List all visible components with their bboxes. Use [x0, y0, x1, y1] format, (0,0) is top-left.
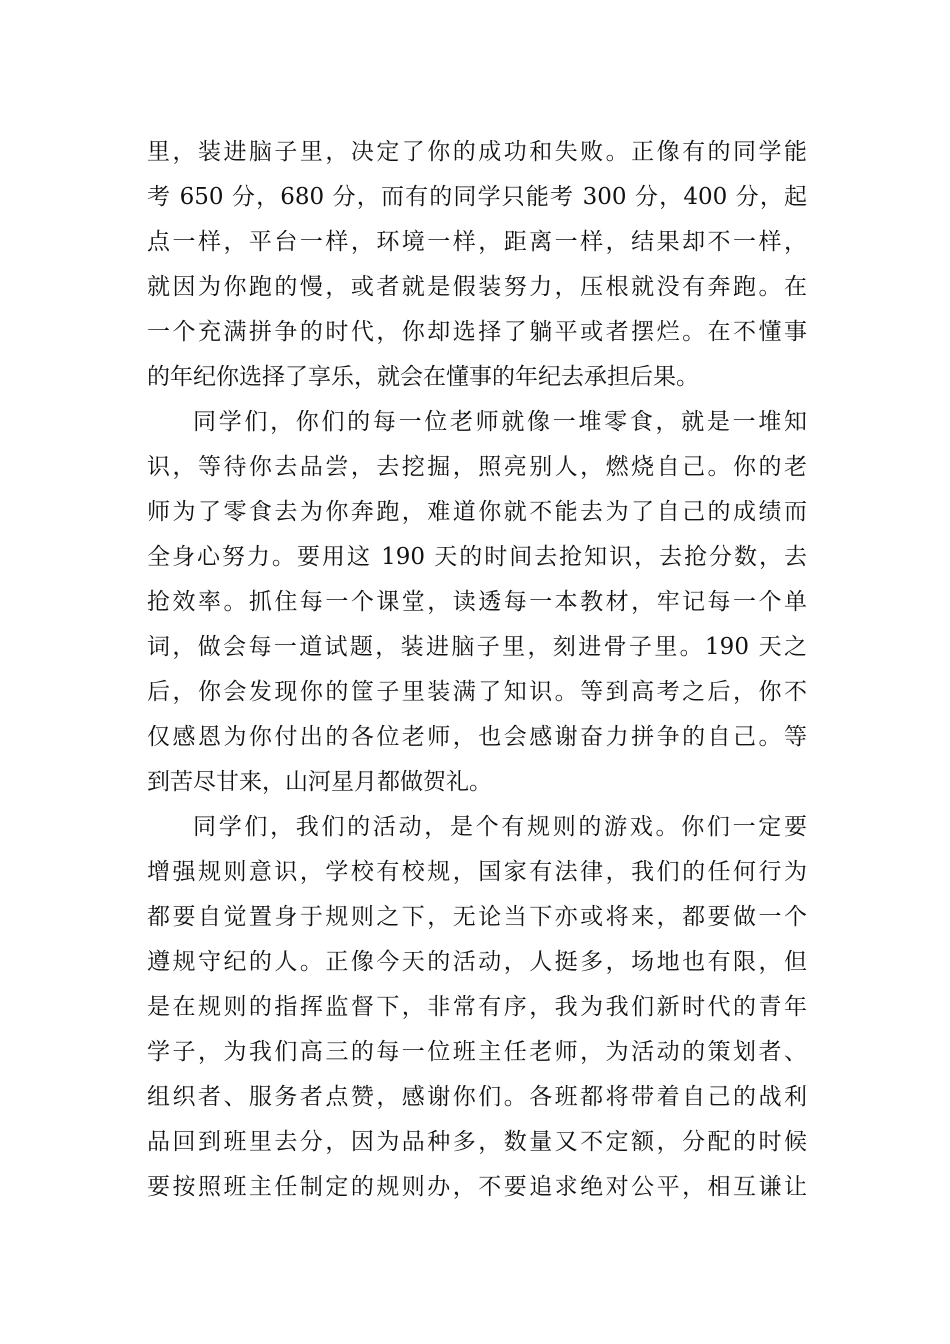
- text-line: 学子，为我们高三的每一位班主任老师，为活动的策划者、: [147, 1039, 807, 1065]
- text-line: 都要自觉置身于规则之下，无论当下亦或将来，都要做一个: [147, 904, 807, 930]
- text-line: 识，等待你去品尝，去挖掘，照亮别人，燃烧自己。你的老: [147, 454, 807, 480]
- text-line: 就因为你跑的慢，或者就是假装努力，压根就没有奔跑。在: [147, 274, 807, 300]
- text-line: 后，你会发现你的筐子里装满了知识。等到高考之后，你不: [147, 679, 807, 705]
- text-line: 仅感恩为你付出的各位老师，也会感谢奋力拼争的自己。等: [147, 724, 807, 750]
- text-line: 抢效率。抓住每一个课堂，读透每一本教材，牢记每一个单: [147, 589, 807, 615]
- text-line: 里，装进脑子里，决定了你的成功和失败。正像有的同学能: [147, 139, 807, 165]
- text-line: 同学们，我们的活动，是个有规则的游戏。你们一定要: [193, 814, 807, 840]
- body-text: [147, 130, 807, 1210]
- text-line: 到苦尽甘来，山河星月都做贺礼。: [147, 769, 492, 795]
- paragraph-2: [147, 400, 807, 805]
- text-line: 要按照班主任制定的规则办，不要追求绝对公平，相互谦让: [147, 1174, 807, 1200]
- text-line: 师为了零食去为你奔跑，难道你就不能去为了自己的成绩而: [147, 499, 807, 525]
- text-line: 品回到班里去分，因为品种多，数量又不定额，分配的时候: [147, 1129, 807, 1155]
- text-line: 的年纪你选择了享乐，就会在懂事的年纪去承担后果。: [147, 364, 699, 390]
- paragraph-1: [147, 130, 807, 400]
- text-line: 一个充满拼争的时代，你却选择了躺平或者摆烂。在不懂事: [147, 319, 807, 345]
- text-line: 增强规则意识，学校有校规，国家有法律，我们的任何行为: [147, 859, 807, 885]
- text-line: 组织者、服务者点赞，感谢你们。各班都将带着自己的战利: [147, 1084, 807, 1110]
- text-line: 点一样，平台一样，环境一样，距离一样，结果却不一样，: [147, 229, 807, 255]
- text-line: 遵规守纪的人。正像今天的活动，人挺多，场地也有限，但: [147, 949, 807, 975]
- text-line: 词，做会每一道试题，装进脑子里，刻进骨子里。190 天之: [147, 634, 807, 660]
- text-line: 是在规则的指挥监督下，非常有序，我为我们新时代的青年: [147, 994, 807, 1020]
- text-line: 考 650 分，680 分，而有的同学只能考 300 分，400 分，起: [147, 184, 807, 210]
- text-line: 全身心努力。要用这 190 天的时间去抢知识，去抢分数，去: [147, 544, 807, 570]
- text-line: 同学们，你们的每一位老师就像一堆零食，就是一堆知: [193, 409, 807, 435]
- paragraph-3: [147, 805, 807, 1210]
